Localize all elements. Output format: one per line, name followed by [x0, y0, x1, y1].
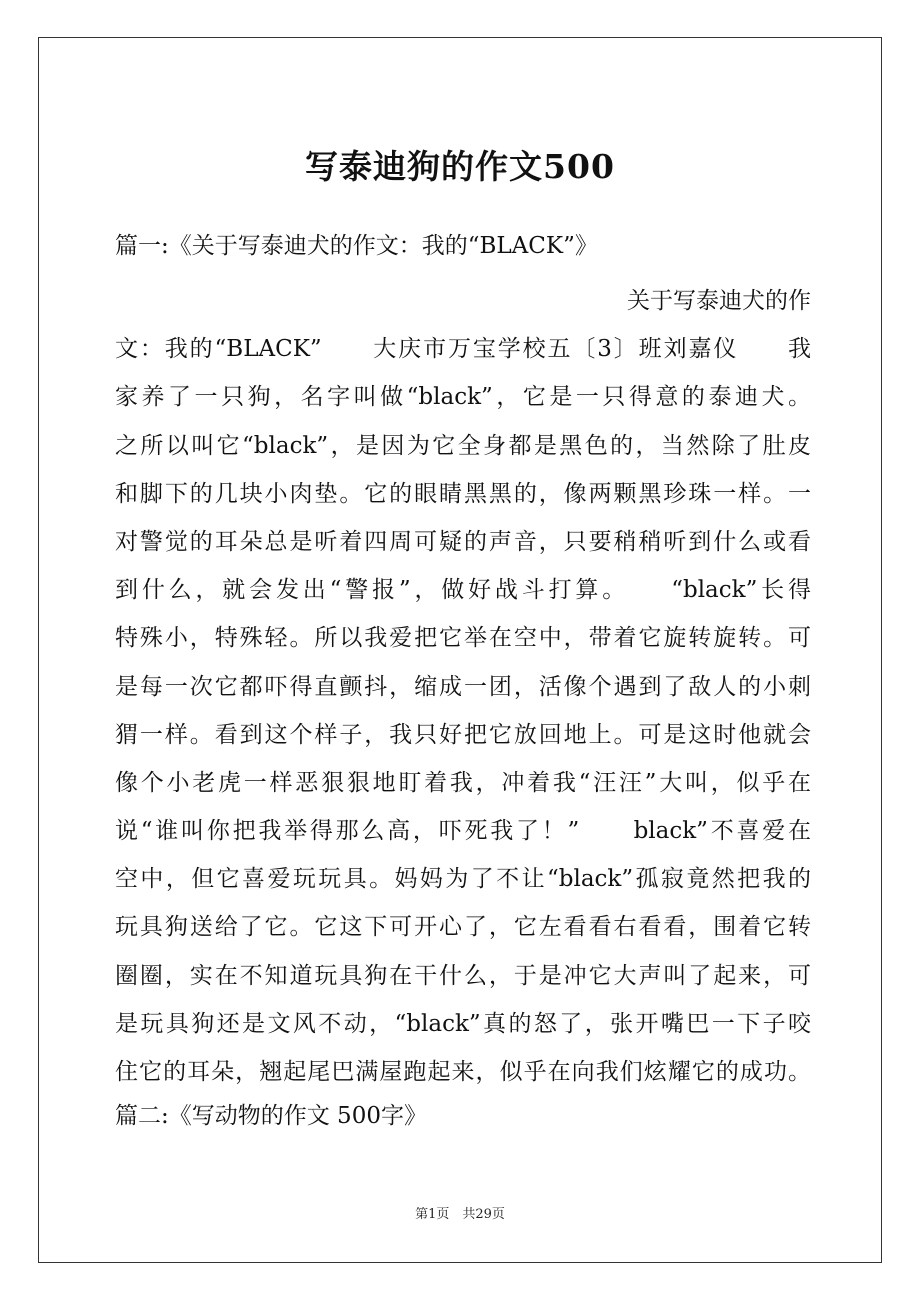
body-line: 是每一次它都吓得直颤抖，缩成一团，活像个遇到了敌人的小刺 [115, 673, 811, 700]
body-line: 到什么，就会发出“警报”，做好战斗打算。 “black”长得 [115, 577, 811, 604]
body-line: 玩具狗送给了它。它这下可开心了，它左看看右看看，围着它转 [115, 914, 811, 941]
body-line: 文：我的“BLACK” 大庆市万宝学校五〔3〕班刘嘉仪 我 [115, 336, 811, 363]
body-line: 圈圈，实在不知道玩具狗在干什么，于是冲它大声叫了起来，可 [115, 962, 811, 989]
body-line: 家养了一只狗，名字叫做“black”，它是一只得意的泰迪犬。 [115, 384, 811, 411]
document-title: 写泰迪狗的作文500 [305, 147, 615, 186]
body-line: 对警觉的耳朵总是听着四周可疑的声音，只要稍稍听到什么或看 [115, 528, 811, 555]
body-line: 说“谁叫你把我举得那么高，吓死我了！” black”不喜爱在 [115, 818, 811, 845]
body-line: 空中，但它喜爱玩玩具。妈妈为了不让“black”孤寂竟然把我的 [115, 866, 811, 893]
body-text [115, 277, 811, 1096]
section-2-heading: 篇二:《写动物的作文 500字》 [115, 1103, 427, 1129]
body-line: 和脚下的几块小肉垫。它的眼睛黑黑的，像两颗黑珍珠一样。一 [115, 480, 811, 507]
body-line: 是玩具狗还是文风不动，“black”真的怒了，张开嘴巴一下子咬 [115, 1010, 811, 1037]
body-line: 猬一样。看到这个样子，我只好把它放回地上。可是这时他就会 [115, 721, 811, 748]
section-1-heading: 篇一:《关于写泰迪犬的作文：我的“BLACK”》 [115, 233, 598, 259]
body-line: 之所以叫它“black”，是因为它全身都是黑色的，当然除了肚皮 [115, 432, 811, 459]
body-line: 特殊小，特殊轻。所以我爱把它举在空中，带着它旋转旋转。可 [115, 625, 811, 652]
body-line: 住它的耳朵，翘起尾巴满屋跑起来，似乎在向我们炫耀它的成功。 [115, 1059, 811, 1085]
body-line: 像个小老虎一样恶狠狠地盯着我，冲着我“汪汪”大叫，似乎在 [115, 769, 811, 796]
body-line: 关于写泰迪犬的作 [627, 288, 811, 314]
page-number: 第1页 共29页 [415, 1207, 505, 1222]
